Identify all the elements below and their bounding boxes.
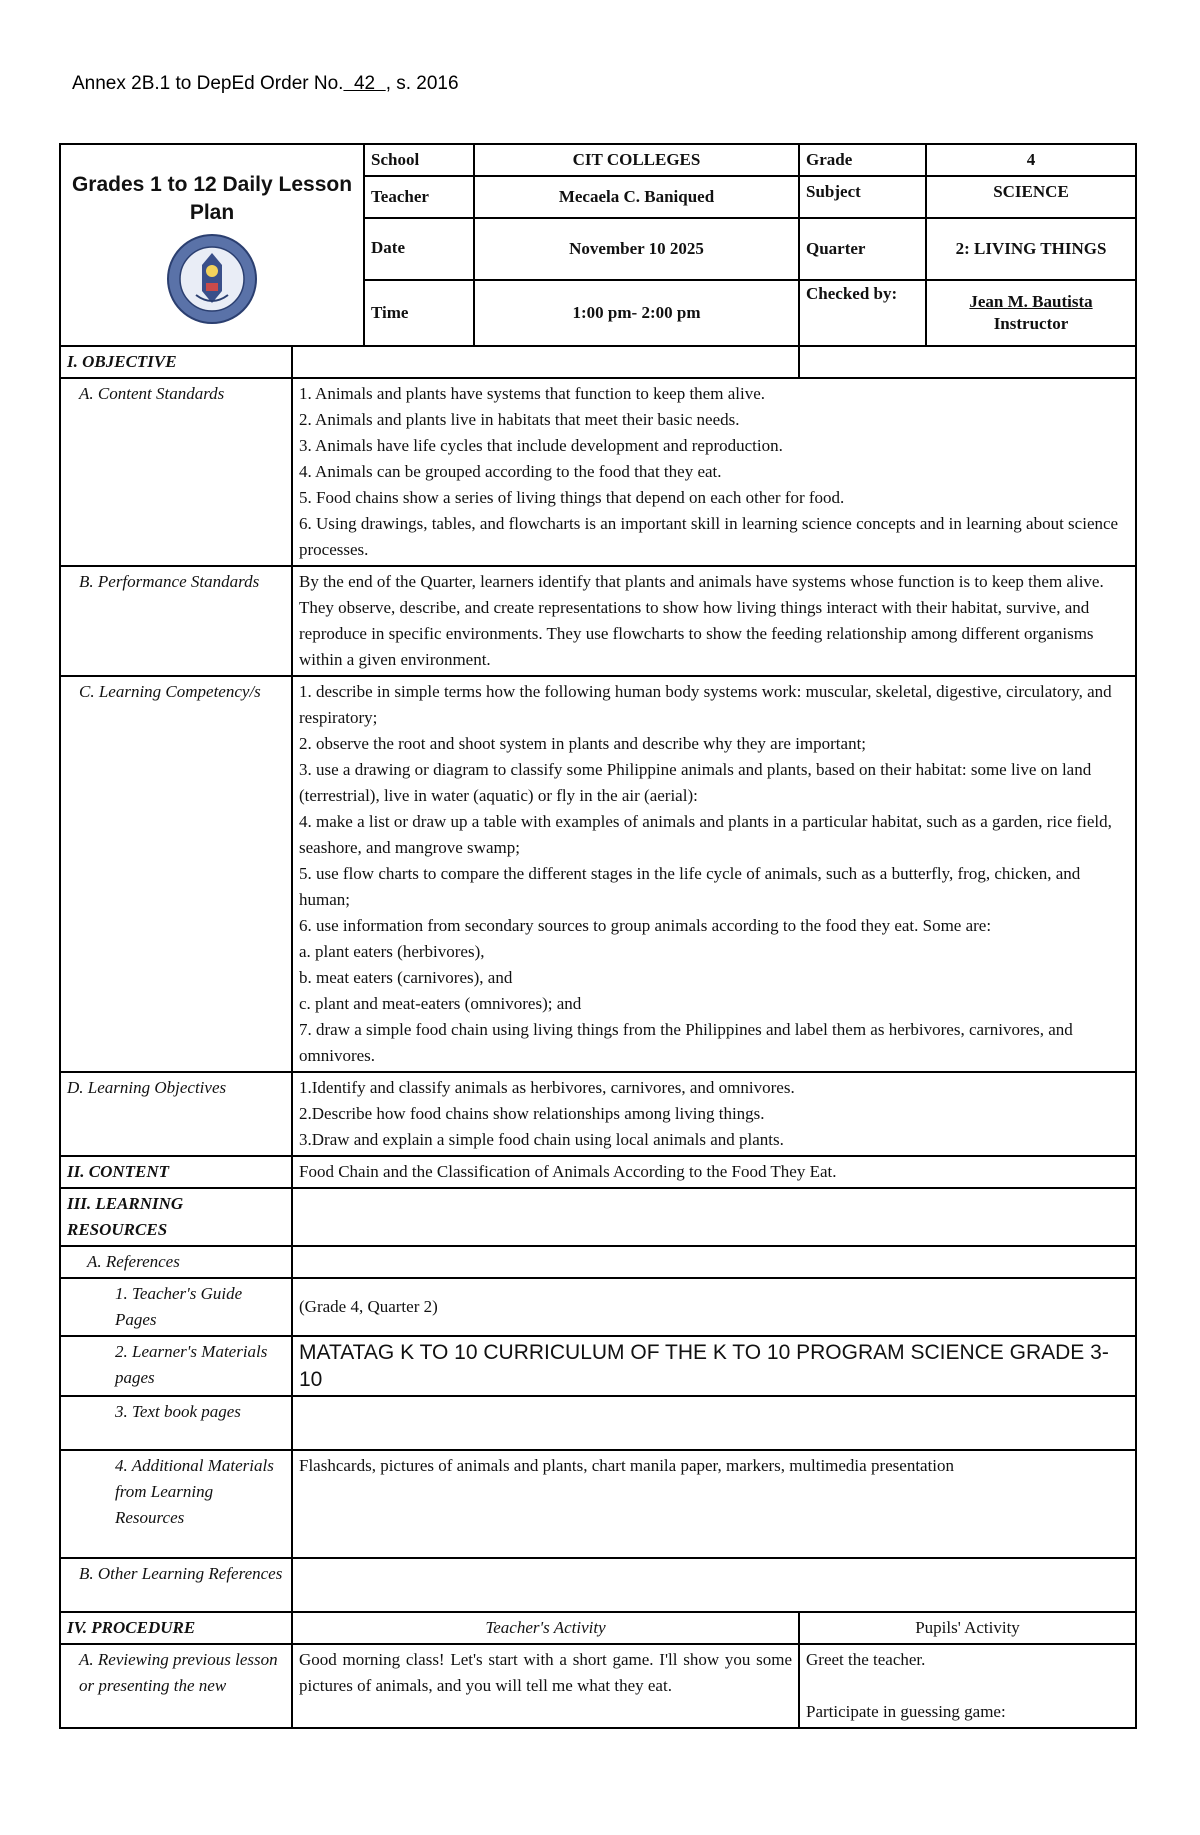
school-label: School — [364, 144, 474, 176]
learning-objectives-list — [292, 1072, 1136, 1156]
other-references-label: B. Other Learning References — [60, 1558, 292, 1612]
list-item: 4. make a list or draw up a table with examples of animals and plants in a particular habitat, such as a garden, rice field, seashore, and mangrove swamp; — [299, 812, 1112, 857]
learning-competency-list — [292, 676, 1136, 1072]
title-cell — [60, 144, 364, 346]
objective-blank-2 — [799, 346, 1136, 378]
learning-resources-blank — [292, 1188, 1136, 1246]
list-item: 6. Using drawings, tables, and flowcharts is an important skill in learning science concepts and in learning about science processes. — [299, 514, 1119, 559]
list-item: 1. describe in simple terms how the following human body systems work: muscular, skeletal, digestive, circulatory, and respiratory; — [299, 682, 1112, 727]
content-heading: II. CONTENT — [60, 1156, 292, 1188]
learners-materials-label: 2. Learner's Materials pages — [60, 1336, 292, 1396]
deped-seal-icon — [166, 233, 258, 325]
checked-by-value — [926, 280, 1136, 346]
lesson-plan-title: Grades 1 to 12 Daily Lesson Plan — [71, 173, 353, 224]
list-item: 7. draw a simple food chain using living things from the Philippines and label them as herbivores, carnivores, and omnivores. — [299, 1020, 1073, 1065]
list-item: 2. Animals and plants live in habitats that meet their basic needs. — [299, 410, 740, 429]
list-item: 1. Animals and plants have systems that function to keep them alive. — [299, 384, 765, 403]
list-item: 5. Food chains show a series of living things that depend on each other for food. — [299, 488, 845, 507]
list-item: a. plant eaters (herbivores), — [299, 942, 485, 961]
list-item: 6. use information from secondary sources to group animals according to the food they eat. Some are: — [299, 916, 992, 935]
time-label: Time — [364, 280, 474, 346]
order-number: 42 — [343, 73, 386, 94]
other-references-value — [292, 1558, 1136, 1612]
reviewing-lesson-label: A. Reviewing previous lesson or presenting the new — [60, 1644, 292, 1728]
subject-value: SCIENCE — [926, 176, 1136, 218]
teachers-guide-value: (Grade 4, Quarter 2) — [292, 1278, 1136, 1336]
performance-standards-text: By the end of the Quarter, learners identify that plants and animals have systems whose function is to keep them alive. They observe, describe, and create representations to show how living things interact with their habitat, survive, and reproduce in specific environments. They use flowcharts to show the feeding relationship among different organisms within a given environment. — [292, 566, 1136, 676]
school-value: CIT COLLEGES — [474, 144, 799, 176]
text-book-value — [292, 1396, 1136, 1450]
list-item: 2. observe the root and shoot system in plants and describe why they are important; — [299, 734, 867, 753]
date-value: November 10 2025 — [474, 218, 799, 280]
grade-value: 4 — [926, 144, 1136, 176]
list-item: 4. Animals can be grouped according to the food that they eat. — [299, 462, 722, 481]
list-item: b. meat eaters (carnivores), and — [299, 968, 513, 987]
time-value: 1:00 pm- 2:00 pm — [474, 280, 799, 346]
pupils-activity-header: Pupils' Activity — [799, 1612, 1136, 1644]
performance-standards-label: B. Performance Standards — [60, 566, 292, 676]
objective-heading: I. OBJECTIVE — [60, 346, 292, 378]
pupil-activity-item: Participate in guessing game: — [806, 1702, 1006, 1721]
teacher-label: Teacher — [364, 176, 474, 218]
annex-suffix: , s. 2016 — [385, 73, 459, 94]
additional-materials-value: Flashcards, pictures of animals and plants, chart manila paper, markers, multimedia presentation — [292, 1450, 1136, 1558]
annex-reference — [72, 73, 459, 95]
objective-blank-1 — [292, 346, 799, 378]
lesson-plan-table — [59, 143, 1137, 1729]
pupil-activity-item: Greet the teacher. — [806, 1650, 926, 1669]
list-item: 5. use flow charts to compare the different stages in the life cycle of animals, such as a butterfly, frog, chicken, and human; — [299, 864, 1081, 909]
list-item: 3. Animals have life cycles that include development and reproduction. — [299, 436, 783, 455]
procedure-heading: IV. PROCEDURE — [60, 1612, 292, 1644]
checked-by-label: Checked by: — [799, 280, 926, 346]
teachers-activity-header: Teacher's Activity — [292, 1612, 799, 1644]
list-item: c. plant and meat-eaters (omnivores); and — [299, 994, 582, 1013]
grade-label: Grade — [799, 144, 926, 176]
references-label: A. References — [60, 1246, 292, 1278]
date-label: Date — [364, 218, 474, 280]
learners-materials-value: MATATAG K TO 10 CURRICULUM OF THE K TO 10 PROGRAM SCIENCE GRADE 3-10 — [292, 1336, 1136, 1396]
list-item: 2.Describe how food chains show relationships among living things. — [299, 1104, 765, 1123]
list-item: 3. use a drawing or diagram to classify some Philippine animals and plants, based on their habitat: some live on land (terrestrial), live in water (aquatic) or fly in the air (aerial): — [299, 760, 1092, 805]
reviewing-teacher-activity: Good morning class! Let's start with a short game. I'll show you some pictures of animals, and you will tell me what they eat. — [292, 1644, 799, 1728]
learning-resources-heading: III. LEARNING RESOURCES — [60, 1188, 292, 1246]
quarter-value: 2: LIVING THINGS — [926, 218, 1136, 280]
learning-competency-label: C. Learning Competency/s — [60, 676, 292, 1072]
content-standards-label: A. Content Standards — [60, 378, 292, 566]
additional-materials-label: 4. Additional Materials from Learning Resources — [60, 1450, 292, 1558]
content-standards-list — [292, 378, 1136, 566]
teacher-value: Mecaela C. Baniqued — [474, 176, 799, 218]
teachers-guide-label: 1. Teacher's Guide Pages — [60, 1278, 292, 1336]
checked-by-name: Jean M. Bautista — [969, 292, 1093, 311]
learning-objectives-label: D. Learning Objectives — [60, 1072, 292, 1156]
checked-by-role: Instructor — [993, 314, 1069, 333]
reviewing-pupils-activity — [799, 1644, 1136, 1728]
list-item: 3.Draw and explain a simple food chain using local animals and plants. — [299, 1130, 784, 1149]
text-book-label: 3. Text book pages — [60, 1396, 292, 1450]
subject-label: Subject — [799, 176, 926, 218]
quarter-label: Quarter — [799, 218, 926, 280]
references-blank — [292, 1246, 1136, 1278]
annex-prefix: Annex 2B.1 to DepEd Order No. — [72, 73, 344, 94]
content-text: Food Chain and the Classification of Animals According to the Food They Eat. — [292, 1156, 1136, 1188]
list-item: 1.Identify and classify animals as herbivores, carnivores, and omnivores. — [299, 1078, 795, 1097]
